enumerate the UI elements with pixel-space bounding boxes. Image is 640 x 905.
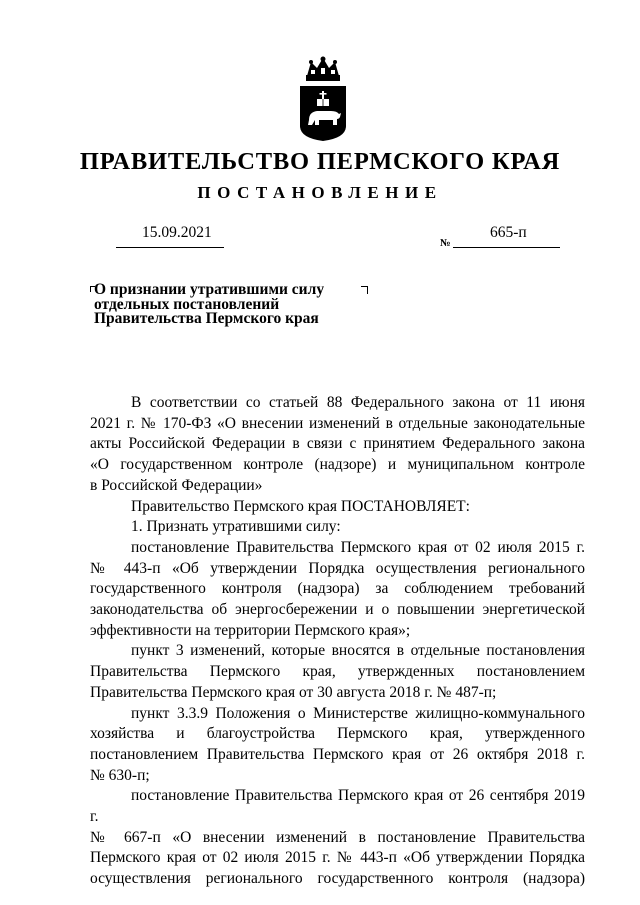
body-line: постановлением Правительства Пермского края от 26 октября 2018 г. [90,745,585,763]
body-line: в Российской Федерации» [90,476,263,494]
document-subject [94,283,324,327]
number-underline [453,247,560,248]
subject-line: отдельных постановлений [94,295,280,313]
body-line: № 630-п; [90,766,150,784]
body-line: постановление Правительства Пермского края от 02 июля 2015 г. [131,538,585,556]
number-label: № [440,238,451,249]
body-line: № 667-п «О внесении изменений в постановление Правительства [90,828,585,846]
body-line: Правительства Пермского края, утвержденных постановлением [90,663,585,681]
body-line: пункт 3 изменений, которые вносятся в отдельные постановления [131,642,585,660]
body-line: В соответствии со статьей 88 Федерального закона от 11 июня [131,394,585,411]
body-line: № 443-п «Об утверждении Порядка осуществления регионального [90,559,585,577]
subject-line: Правительства Пермского края [94,310,319,327]
body-line: Правительство Пермского края ПОСТАНОВЛЯЕТ: [131,497,470,515]
body-line: «О государственном контроле (надзоре) и муниципальном контроле [90,456,585,474]
body-line: акты Российской Федерации в связи с принятием Федерального закона [90,435,585,453]
body-line: осуществления регионального государственного контроля (надзора) [90,870,585,888]
document-type: ПОСТАНОВЛЕНИЕ [197,183,443,202]
subject-corner-right [361,286,368,294]
date-underline [116,247,224,248]
document-body [90,393,585,890]
body-line: государственного контроля (надзора) за соблюдением требований [90,580,585,598]
body-line: законодательства об энергосбережении и о повышении энергетической [90,601,585,619]
perm-krai-coat-of-arms-icon [297,56,349,142]
body-line: 1. Признать утратившими силу: [131,518,341,536]
body-line: постановление Правительства Пермского края от 26 сентября 2019 г. [90,787,585,826]
body-line: хозяйства и благоустройства Пермского края, утвержденного [90,725,585,743]
body-line: 2021 г. № 170-ФЗ «О внесении изменений в отдельные законодательные [90,414,585,432]
document-number: 665-п [490,224,527,241]
document-date: 15.09.2021 [142,224,212,241]
body-line: Правительства Пермского края от 30 августа 2018 г. № 487-п; [90,683,497,701]
body-line: пункт 3.3.9 Положения о Министерстве жилищно-коммунального [131,704,585,722]
organization-title: ПРАВИТЕЛЬСТВО ПЕРМСКОГО КРАЯ [79,148,561,175]
body-line: Пермского края от 02 июля 2015 г. № 443-п «Об утверждении Порядка [90,849,585,867]
subject-line: О признании утратившими силу [94,281,325,298]
body-line: эффективности на территории Пермского края»; [90,621,411,639]
